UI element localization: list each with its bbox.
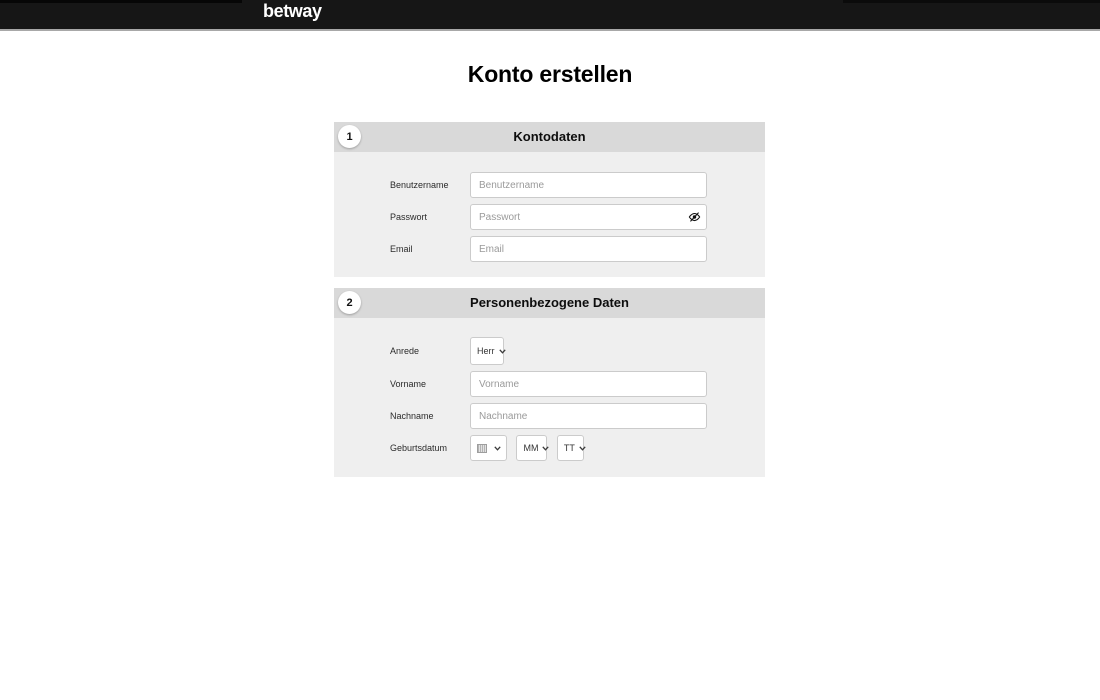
benutzername-input[interactable] [470,172,707,198]
month-selected-value: MM [523,443,539,453]
step-1-badge: 1 [338,125,361,148]
form-row-nachname [390,403,707,429]
section-1-header [334,122,765,152]
section-1-body [334,152,765,277]
section-kontodaten [334,122,765,277]
form-row-anrede [390,337,707,365]
passwort-input[interactable] [470,204,707,230]
chevron-down-icon [542,446,549,451]
form-row-geburtsdatum [390,435,707,461]
nachname-input[interactable] [470,403,707,429]
anrede-select[interactable] [470,337,504,365]
email-label: Email [390,244,413,254]
betway-logo[interactable]: betway [263,1,322,21]
vorname-input[interactable] [470,371,707,397]
geburtsdatum-label: Geburtsdatum [390,443,448,453]
step-2-badge: 2 [338,291,361,314]
passwort-label: Passwort [390,212,428,222]
form-row-benutzername [390,172,707,198]
geburtsdatum-day-select[interactable] [557,435,584,461]
form-row-vorname [390,371,707,397]
window-chrome-artifact-right [843,0,1100,3]
section-2-title: Personenbezogene Daten [470,295,629,310]
striped-box-glyph [477,444,487,453]
email-input[interactable] [470,236,707,262]
chevron-down-icon [579,446,586,451]
benutzername-label: Benutzername [390,180,449,190]
window-chrome-artifact-left [0,0,242,3]
top-nav-bar [0,0,1100,31]
section-2-header [334,288,765,318]
section-1-title: Kontodaten [513,129,586,144]
geburtsdatum-year-select[interactable] [470,435,507,461]
page-title: Konto erstellen [467,61,633,87]
section-2-body [334,318,765,477]
eye-slash-icon[interactable] [688,211,701,224]
form-row-passwort [390,204,707,230]
chevron-down-icon [499,349,506,354]
anrede-label: Anrede [390,346,420,356]
anrede-selected-value: Herr [477,346,495,356]
nachname-label: Nachname [390,411,434,421]
chevron-down-icon [494,446,501,451]
vorname-label: Vorname [390,379,427,389]
day-selected-value: TT [563,443,575,453]
geburtsdatum-month-select[interactable] [516,435,547,461]
section-personenbezogene-daten [334,288,765,477]
form-row-email [390,236,707,262]
